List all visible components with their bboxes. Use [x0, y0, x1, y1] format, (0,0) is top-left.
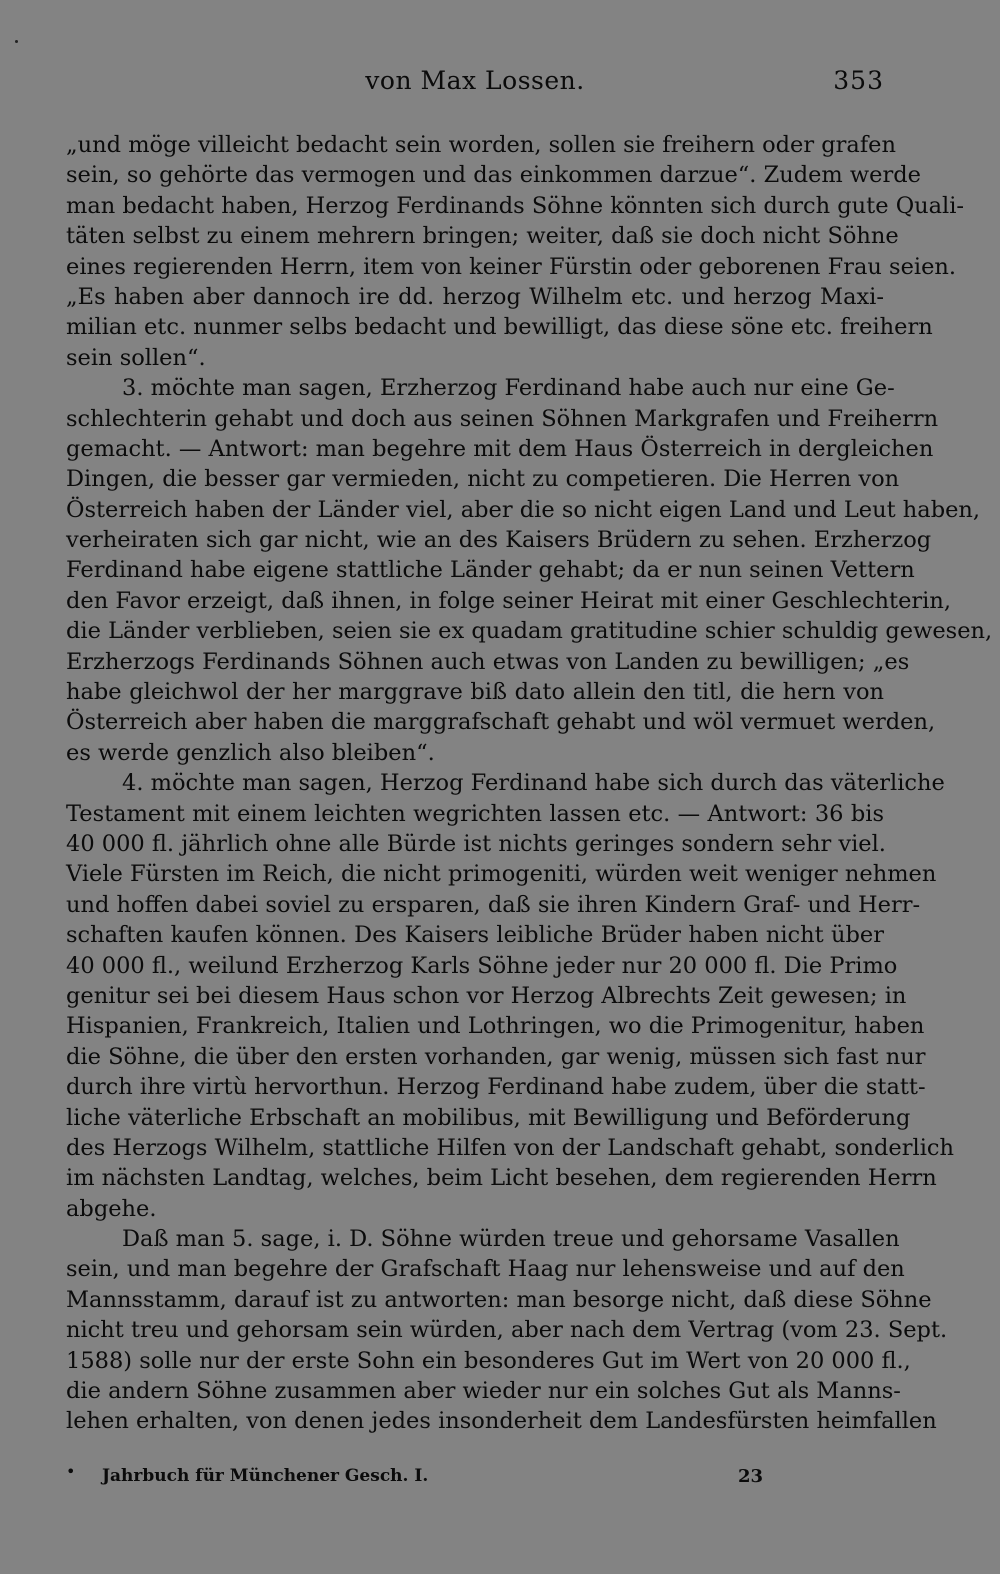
text-line: schaften kaufen können. Des Kaisers leibliche Brüder haben nicht über [66, 922, 884, 949]
text-line: es werde genzlich also bleiben“. [66, 739, 435, 766]
text-line: eines regierenden Herrn, item von keiner Fürstin oder geborenen Frau seien. [66, 253, 957, 280]
text-line: gemacht. — Antwort: man begehre mit dem Haus Österreich in dergleichen [66, 435, 934, 462]
text-line: verheiraten sich gar nicht, wie an des Kaisers Brüdern zu sehen. Erzherzog [66, 527, 932, 554]
text-line: Österreich aber haben die marggrafschaft gehabt und wöl vermuet werden, [66, 709, 936, 736]
text-line: Testament mit einem leichten wegrichten lassen etc. — Antwort: 36 bis [66, 800, 884, 827]
text-line: „und möge villeicht bedacht sein worden, sollen sie freihern oder grafen [66, 132, 896, 158]
text-line: Dingen, die besser gar vermieden, nicht zu competieren. Die Herren von [66, 466, 900, 493]
text-line: die Söhne, die über den ersten vorhanden, gar wenig, müssen sich fast nur [66, 1043, 926, 1070]
page-footer [66, 1462, 884, 1496]
text-line: lehen erhalten, von denen jedes insonderheit dem Landesfürsten heimfallen [66, 1408, 937, 1435]
text-line: 4. möchte man sagen, Herzog Ferdinand habe sich durch das väterliche [122, 770, 945, 797]
text-line: 1588) solle nur der erste Sohn ein besonderes Gut im Wert von 20 000 fl., [66, 1347, 911, 1374]
text-line: liche väterliche Erbschaft an mobilibus, mit Bewilligung und Beförderung [66, 1104, 911, 1131]
text-line: im nächsten Landtag, welches, beim Licht besehen, dem regierenden Herrn [66, 1165, 937, 1192]
text-line: sein, und man begehre der Grafschaft Haag nur lehensweise und auf den [66, 1256, 905, 1283]
sheet-number: 23 [738, 1466, 764, 1487]
scan-speck [15, 40, 18, 43]
text-line: milian etc. nunmer selbs bedacht und bewilligt, das diese söne etc. freihern [66, 314, 933, 341]
text-line: und hoffen dabei soviel zu ersparen, daß sie ihren Kindern Graf- und Herr- [66, 891, 921, 918]
text-line: die Länder verblieben, seien sie ex quadam gratitudine schier schuldig gewesen, [66, 618, 993, 645]
text-line: Hispanien, Frankreich, Italien und Lothringen, wo die Primogenitur, haben [66, 1013, 925, 1040]
text-line: den Favor erzeigt, daß ihnen, in folge seiner Heirat mit einer Geschlechterin, [66, 587, 951, 614]
text-line: durch ihre virtù hervorthun. Herzog Ferdinand habe zudem, über die statt- [66, 1074, 926, 1101]
text-line: des Herzogs Wilhelm, stattliche Hilfen von der Landschaft gehabt, sonderlich [66, 1134, 954, 1161]
footer-mark: • [66, 1462, 76, 1481]
text-line: täten selbst zu einem mehrern bringen; weiter, daß sie doch nicht Söhne [66, 223, 899, 250]
body-text [66, 130, 993, 1437]
footer-signature: Jahrbuch für Münchener Gesch. I. [102, 1466, 429, 1486]
text-line: sein sollen“. [66, 344, 206, 371]
text-line: Viele Fürsten im Reich, die nicht primogeniti, würden weit weniger nehmen [66, 861, 937, 888]
text-line: Ferdinand habe eigene stattliche Länder gehabt; da er nun seinen Vettern [66, 557, 915, 584]
text-line: schlechterin gehabt und doch aus seinen Söhnen Markgrafen und Freiherrn [66, 405, 939, 432]
text-line: die andern Söhne zusammen aber wieder nur ein solches Gut als Manns- [66, 1378, 901, 1405]
page-header [66, 66, 884, 106]
text-line: 40 000 fl. jährlich ohne alle Bürde ist nichts geringes sondern sehr viel. [66, 830, 886, 857]
text-line: man bedacht haben, Herzog Ferdinands Söhne könnten sich durch gute Quali- [66, 192, 965, 219]
text-line: 3. möchte man sagen, Erzherzog Ferdinand habe auch nur eine Ge- [122, 375, 895, 402]
text-line: 40 000 fl., weilund Erzherzog Karls Söhne jeder nur 20 000 fl. Die Primo [66, 952, 898, 979]
text-line: abgehe. [66, 1195, 157, 1222]
page-number: 353 [833, 66, 884, 95]
text-line: Österreich haben der Länder viel, aber die so nicht eigen Land und Leut haben, [66, 496, 981, 523]
text-line: nicht treu und gehorsam sein würden, aber nach dem Vertrag (vom 23. Sept. [66, 1317, 948, 1344]
text-line: habe gleichwol der her marggrave biß dato allein den titl, die hern von [66, 679, 884, 706]
text-line: sein, so gehörte das vermogen und das einkommen darzue“. Zudem werde [66, 162, 921, 189]
text-line: genitur sei bei diesem Haus schon vor Herzog Albrechts Zeit gewesen; in [66, 982, 907, 1009]
running-title: von Max Lossen. [365, 66, 585, 95]
text-line: Daß man 5. sage, i. D. Söhne würden treue und gehorsame Vasallen [122, 1226, 900, 1253]
text-line: Mannsstamm, darauf ist zu antworten: man besorge nicht, daß diese Söhne [66, 1286, 932, 1313]
text-line: „Es haben aber dannoch ire dd. herzog Wilhelm etc. und herzog Maxi- [66, 283, 884, 310]
text-line: Erzherzogs Ferdinands Söhnen auch etwas von Landen zu bewilligen; „es [66, 648, 910, 675]
